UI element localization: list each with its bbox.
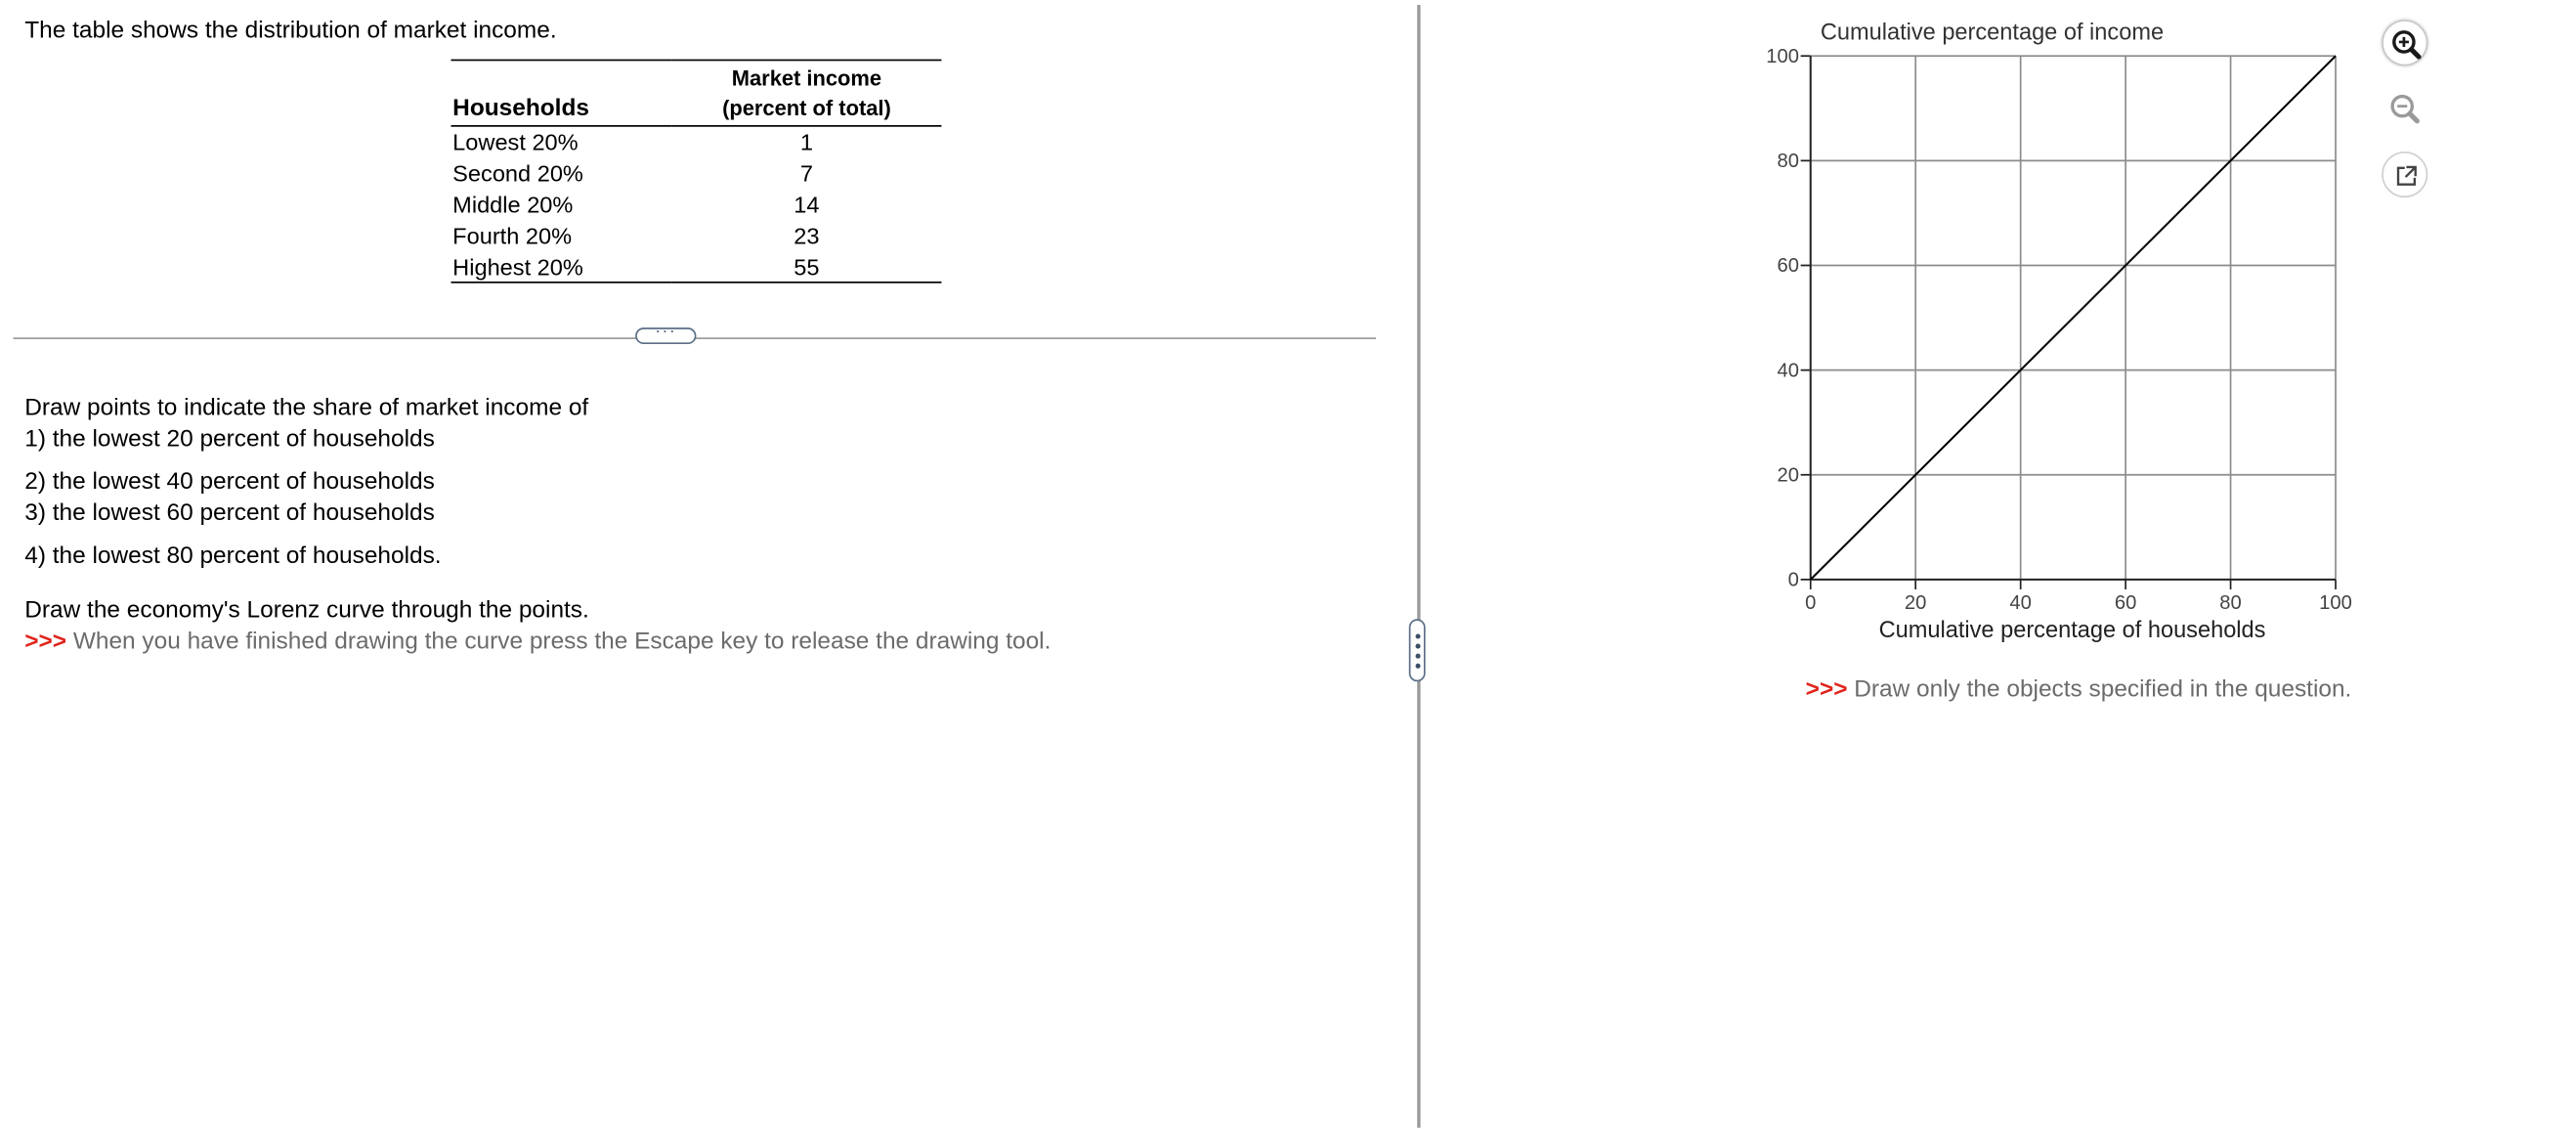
vertical-divider — [1417, 5, 1420, 1128]
draw-tip — [1806, 675, 2352, 705]
x-tick-label: 100 — [2319, 592, 2352, 615]
y-tick-label: 40 — [1777, 360, 1799, 382]
table-row — [451, 157, 941, 189]
y-tick-label: 20 — [1777, 464, 1799, 487]
panel-resize-handle[interactable] — [1409, 619, 1426, 681]
instruction-lorenz: Draw the economy's Lorenz curve through the points. — [24, 597, 589, 625]
income-cell: 23 — [794, 222, 820, 249]
table-row — [451, 251, 941, 282]
tip-marker: >>> — [1805, 676, 1848, 704]
income-cell: 1 — [799, 128, 813, 155]
table-row — [451, 189, 941, 220]
instruction-item-2: 2) the lowest 40 percent of households — [24, 469, 435, 496]
y-tick-label: 100 — [1766, 46, 1799, 68]
instruction-item-1: 1) the lowest 20 percent of households — [24, 426, 435, 454]
table-header-market-income — [671, 60, 941, 125]
zoom-in-icon — [2383, 22, 2429, 67]
open-in-window-button[interactable] — [2382, 152, 2427, 197]
graph-series — [1811, 56, 2336, 580]
x-tick-label: 40 — [2009, 592, 2032, 615]
x-tick-label: 60 — [2114, 592, 2137, 615]
households-cell: Second 20% — [452, 159, 583, 187]
instruction-intro: Draw points to indicate the share of market income of — [24, 395, 589, 422]
market-income-table — [451, 60, 941, 283]
table-header-households: Households — [452, 95, 589, 122]
instruction-item-3: 3) the lowest 60 percent of households — [24, 500, 435, 527]
income-cell: 14 — [794, 191, 820, 218]
table-row — [451, 126, 941, 157]
equality-line — [1811, 56, 2336, 580]
zoom-in-button[interactable] — [2382, 20, 2427, 65]
x-axis-label: Cumulative percentage of households — [1878, 616, 2266, 642]
households-cell: Lowest 20% — [452, 128, 579, 155]
households-cell: Highest 20% — [452, 252, 583, 280]
tip-text: When you have finished drawing the curve press the Escape key to release the drawing tool. — [72, 629, 1052, 656]
escape-tip — [24, 628, 1051, 657]
zoom-out-icon — [2382, 86, 2427, 132]
graph-axes — [1766, 46, 2352, 614]
y-tick-label: 0 — [1787, 569, 1799, 591]
x-tick-label: 20 — [1904, 592, 1927, 615]
tip-text: Draw only the objects specified in the question. — [1854, 676, 2352, 704]
instruction-item-4: 4) the lowest 80 percent of households. — [24, 543, 442, 570]
zoom-out-button[interactable] — [2382, 86, 2427, 132]
table-header-market-income-line1: Market income — [731, 65, 882, 91]
lorenz-curve-graph[interactable] — [1744, 0, 2370, 659]
households-cell: Fourth 20% — [452, 222, 573, 249]
income-cell: 55 — [794, 252, 820, 280]
table-header-market-income-line2: (percent of total) — [722, 95, 891, 120]
external-link-icon — [2383, 153, 2429, 199]
x-tick-label: 80 — [2219, 592, 2242, 615]
table-row — [451, 220, 941, 251]
tip-marker: >>> — [24, 629, 67, 656]
collapse-handle-button[interactable]: ··· — [635, 327, 696, 344]
households-cell: Middle 20% — [452, 191, 574, 218]
y-tick-label: 60 — [1777, 255, 1799, 278]
x-tick-label: 0 — [1805, 592, 1817, 615]
intro-text: The table shows the distribution of market income. — [24, 18, 557, 45]
y-axis-label: Cumulative percentage of income — [1820, 19, 2165, 45]
y-tick-label: 80 — [1777, 151, 1799, 173]
income-cell: 7 — [799, 159, 813, 187]
